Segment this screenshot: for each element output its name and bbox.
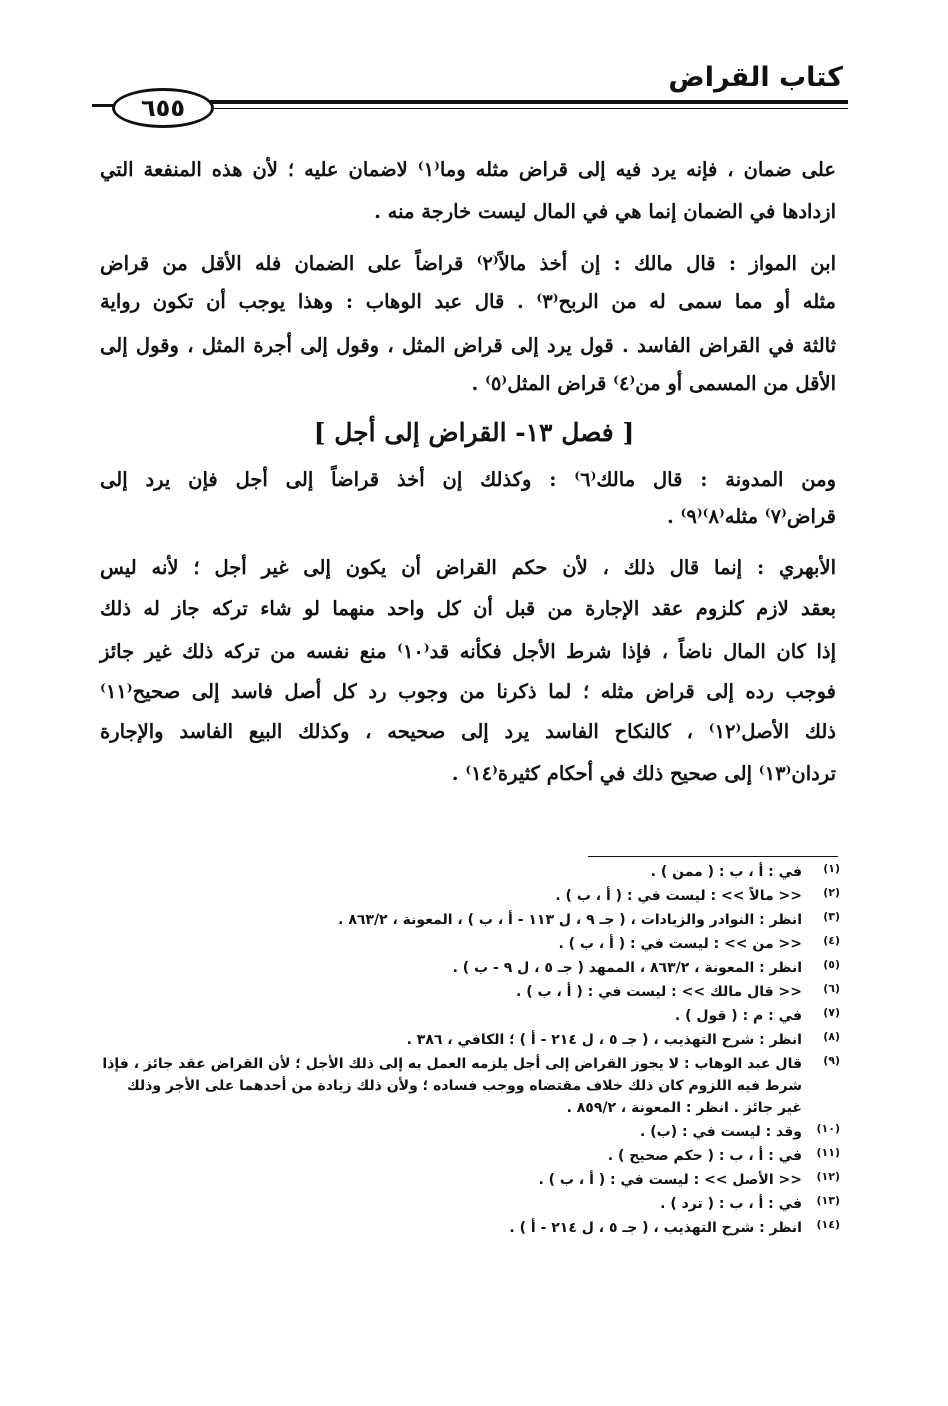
footnote-number: (٧) bbox=[823, 1006, 840, 1019]
footnote-text: غير جائز . انظر : المعونة ، ٨٥٩/٢ . bbox=[566, 1100, 802, 1116]
footnote-number: (٦) bbox=[823, 982, 840, 995]
footnote-text: << مالاً >> : ليست في : ( أ ، ب ) . bbox=[555, 888, 802, 904]
footnote-number: (١٣) bbox=[816, 1194, 840, 1207]
footnote-text: شرط فيه اللزوم كان ذلك خلاف مقتضاه ووجب فساده ؛ ولأن ذلك زيادة من أحدهما على الأجر وذلك bbox=[126, 1078, 802, 1094]
footnote-text: انظر : شرح التهذيب ، ( جـ ٥ ، ل ٢١٤ - أ ) ؛ الكافي ، ٣٨٦ . bbox=[406, 1032, 802, 1048]
page-number: ٦٥٥ bbox=[112, 88, 214, 128]
footnote-text: في : م : ( قول ) . bbox=[674, 1008, 802, 1024]
body-line: بعقد لازم كلزوم عقد الإجارة من قبل أن كل واحد منهما لو شاء تركه جاز له ذلك bbox=[100, 597, 836, 620]
footnote-text: في : أ ، ب : ( ترد ) . bbox=[660, 1196, 802, 1212]
body-line: مثله أو مما سمى له من الربح⁽٣⁾ . قال عبد الوهاب : وهذا يوجب أن تكون رواية bbox=[100, 290, 836, 313]
section-heading: [ فصل ١٣- القراض إلى أجل ] bbox=[313, 418, 635, 447]
body-line: ابن المواز : قال مالك : إن أخذ مالاً⁽٢⁾ قراضاً على الضمان فله الأقل من قراض bbox=[100, 252, 836, 275]
footnote-text: في : أ ، ب : ( حكم صحيح ) . bbox=[607, 1148, 802, 1164]
footnote-text: في : أ ، ب : ( ممن ) . bbox=[650, 864, 802, 880]
footnote-number: (٩) bbox=[823, 1054, 840, 1067]
footnote-rule bbox=[588, 856, 838, 857]
footnote-text: << من >> : ليست في : ( أ ، ب ) . bbox=[558, 936, 802, 952]
body-line: ازدادها في الضمان إنما هي في المال ليست خارجة منه . bbox=[374, 200, 836, 223]
body-line: قراض⁽٧⁾ مثله⁽٨⁾⁽٩⁾ . bbox=[666, 505, 836, 528]
running-title: كتاب القراض bbox=[668, 62, 843, 93]
footnote-number: (١) bbox=[823, 862, 840, 875]
footnote-number: (١٢) bbox=[816, 1170, 840, 1183]
footnote-number: (٢) bbox=[823, 886, 840, 899]
footnote-text: << قال مالك >> : ليست في : ( أ ، ب ) . bbox=[516, 984, 802, 1000]
body-line: إذا كان المال ناضاً ، فإذا شرط الأجل فكأنه قد⁽١٠⁾ منع نفسه من تركه ذلك غير جائز bbox=[100, 640, 836, 663]
body-line: فوجب رده إلى قراض مثله ؛ لما ذكرنا من وجوب رد كل أصل فاسد إلى صحيح⁽١١⁾ bbox=[100, 680, 836, 703]
footnote-text: قال عبد الوهاب : لا يجوز القراض إلى أجل يلزمه العمل به إلى ذلك الأجل ؛ لأن القراض عقد جائز ، فإذا bbox=[102, 1056, 802, 1072]
footnote-number: (١١) bbox=[816, 1146, 840, 1159]
body-line: الأبهري : إنما قال ذلك ، لأن حكم القراض أن يكون إلى غير أجل ؛ لأنه ليس bbox=[100, 556, 836, 579]
body-line: ذلك الأصل⁽١٢⁾ ، كالنكاح الفاسد يرد إلى صحيحه ، وكذلك البيع الفاسد والإجارة bbox=[100, 720, 836, 743]
body-line: تردان⁽١٣⁾ إلى صحيح ذلك في أحكام كثيرة⁽١٤⁾ . bbox=[451, 762, 836, 785]
footnote-text: << الأصل >> : ليست في : ( أ ، ب ) . bbox=[538, 1172, 802, 1188]
footnote-number: (٨) bbox=[823, 1030, 840, 1043]
footnote-text: انظر : المعونة ، ٨٦٣/٢ ، الممهد ( جـ ٥ ، ل ٩ - ب ) . bbox=[452, 960, 802, 976]
header-rule-thin bbox=[200, 108, 848, 109]
footnote-text: انظر : النوادر والزيادات ، ( جـ ٩ ، ل ١١٣ - أ ، ب ) ، المعونة ، ٨٦٣/٢ . bbox=[338, 912, 802, 928]
body-line: ثالثة في القراض الفاسد . قول يرد إلى قراض المثل ، وقول إلى أجرة المثل ، وقول إلى bbox=[100, 334, 836, 357]
body-line: الأقل من المسمى أو من⁽٤⁾ قراض المثل⁽٥⁾ . bbox=[471, 372, 836, 395]
footnote-number: (١٠) bbox=[816, 1122, 840, 1135]
footnote-number: (٣) bbox=[823, 910, 840, 923]
footnote-text: انظر : شرح التهذيب ، ( جـ ٥ ، ل ٢١٤ - أ ) . bbox=[509, 1220, 802, 1236]
footnote-number: (١٤) bbox=[816, 1218, 840, 1231]
body-line: على ضمان ، فإنه يرد فيه إلى قراض مثله وما⁽١⁾ لاضمان عليه ؛ لأن هذه المنفعة التي bbox=[100, 158, 837, 181]
footnote-text: وقد : ليست في : (ب) . bbox=[640, 1124, 802, 1140]
body-line: ومن المدونة : قال مالك⁽٦⁾ : وكذلك إن أخذ قراضاً إلى أجل فإن يرد إلى bbox=[100, 468, 836, 491]
footnote-number: (٥) bbox=[823, 958, 840, 971]
footnote-number: (٤) bbox=[823, 934, 840, 947]
header-rule bbox=[120, 100, 848, 104]
